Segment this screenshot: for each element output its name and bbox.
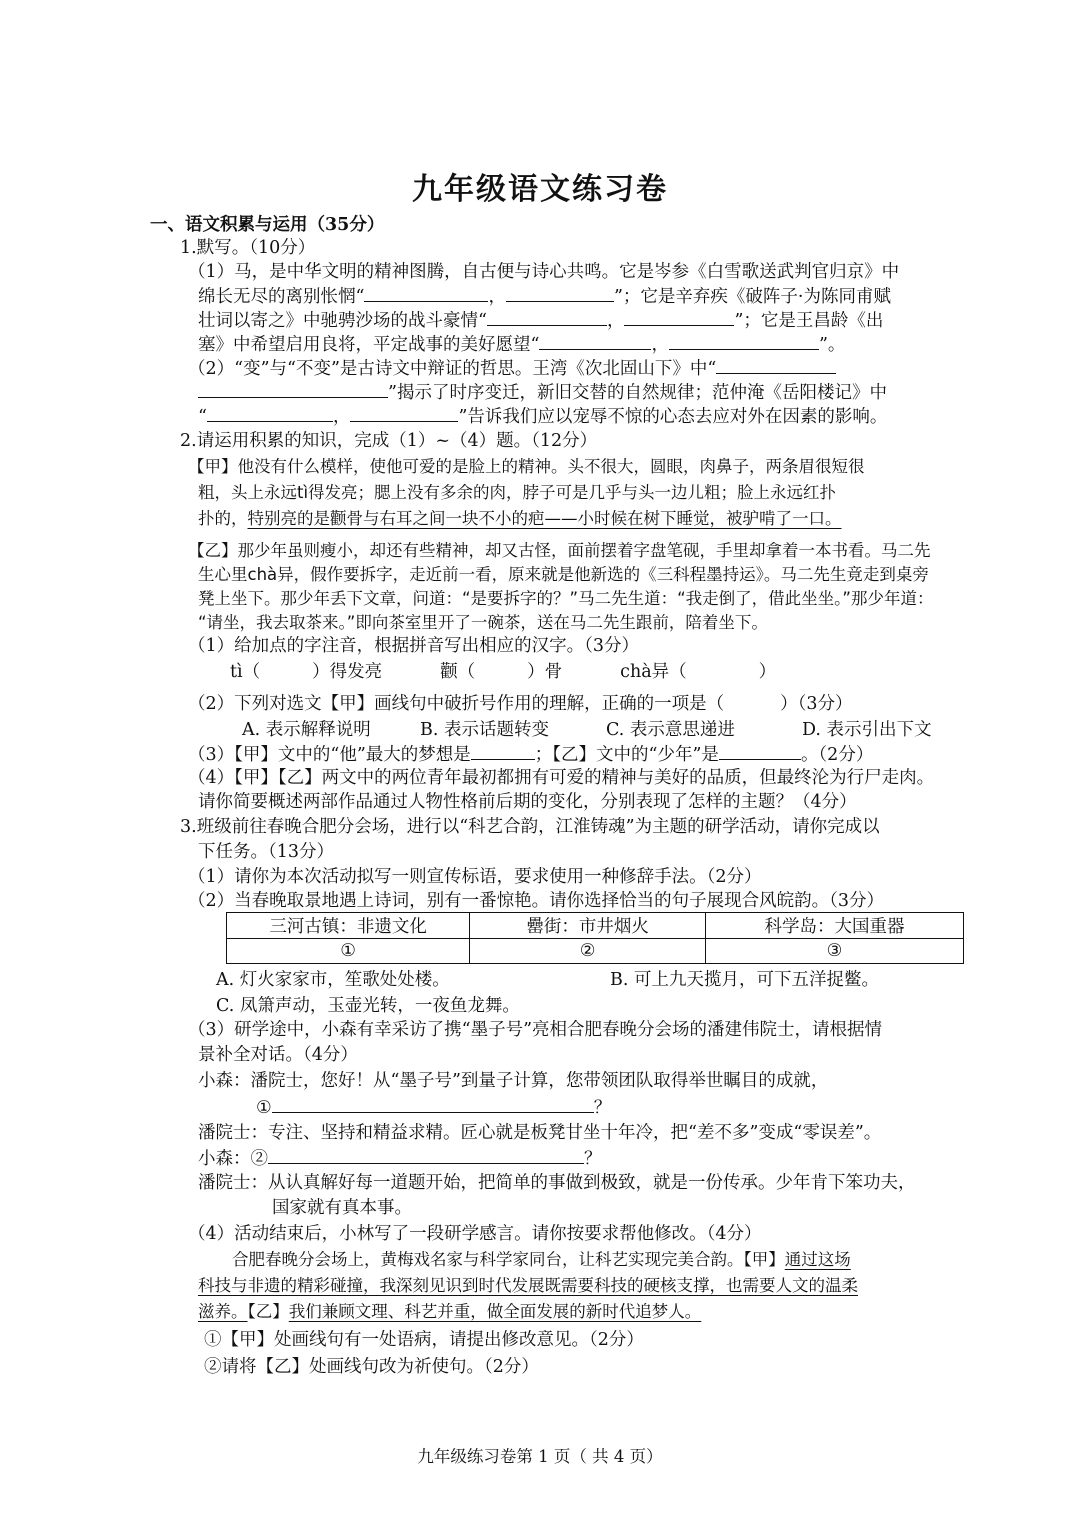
poem-option-b[interactable]: B. 可上九天揽月，可下五洋捉鳖。	[610, 970, 879, 990]
passage-yi-line-1: 【乙】那少年虽则瘦小，却还有些精神，却又古怪，面前摆着字盘笔砚，手里却拿着一本书看。马二先	[188, 541, 931, 560]
option-a[interactable]: A. 表示解释说明	[242, 720, 371, 740]
q1-line-2	[198, 283, 891, 310]
q2-sub-3-text-b: ；【乙】文中的“少年”是	[534, 745, 719, 765]
answer-blank[interactable]	[272, 1094, 594, 1113]
q1-line-2-text-a: 绵长无尽的离别怅惘“	[198, 287, 365, 307]
essay-line-3	[198, 1299, 701, 1325]
pinyin-item-1-end: ）得发亮	[312, 662, 383, 682]
underlined-sentence-yi: 我们兼顾文理、科艺并重，做全面发展的新时代追梦人。	[288, 1302, 702, 1321]
q3-sub-2: （2）当春晚取景地遇上诗词，别有一番惊艳。请你选择恰当的句子展现合风皖韵。（3分）	[188, 891, 885, 911]
q2-sub-4-line-1: （4）【甲】【乙】两文中的两位青年最初都拥有可爱的精神与美好的品质，但最终沦为行尸走肉。	[188, 768, 935, 788]
pinyin-item-3: chà异（	[620, 662, 687, 682]
q1-line-4-text-c: ”。	[818, 335, 846, 355]
answer-blank[interactable]	[350, 403, 458, 422]
q3-sub-1: （1）请你为本次活动拟写一则宣传标语，要求使用一种修辞手法。（2分）	[188, 867, 762, 887]
table-answer-cell[interactable]: ③	[706, 939, 964, 964]
q3-sub-3-line-2: 景补全对话。（4分）	[198, 1045, 358, 1065]
q1-line-3-sep: ，	[606, 311, 625, 331]
table-cell: 三河古镇：非遗文化	[227, 913, 470, 939]
q2-sub-2-end: ）（3分）	[780, 694, 853, 714]
q2-sub-1-items	[230, 659, 776, 685]
q1-line-1: （1）马，是中华文明的精神图腾，自古便与诗心共鸣。它是岑参《白雪歌送武判官归京》中	[188, 262, 900, 282]
dialog-blank-1	[256, 1094, 611, 1121]
q1-line-3	[198, 307, 883, 334]
underlined-sentence-jia: 特别亮的是颧骨与右耳之间一块不小的疤——小时候在树下睡觉，被驴啃了一口。	[247, 509, 842, 528]
passage-yi-line-3: 凳上坐下。那少年丢下文章，问道：“是要拆字的？”马二先生道：“我走倒了，借此坐坐。”那少年道：	[198, 589, 934, 608]
answer-blank[interactable]	[506, 283, 614, 302]
question-mark: ？	[584, 1149, 602, 1169]
passage-yi-line-4: “请坐，我去取茶来。”即向茶室里开了一碗茶，送在马二先生跟前，陪着坐下。	[198, 613, 768, 632]
q1-line-3-text-c: ”；它是王昌龄《出	[734, 311, 884, 331]
answer-blank[interactable]	[268, 1145, 584, 1164]
q1-line-4	[198, 331, 845, 358]
q2-sub-2-text: （2）下列对选文【甲】画线句中破折号作用的理解，正确的一项是（	[188, 694, 725, 714]
q2-sub-4-line-2: 请你简要概述两部作品通过人物性格前后期的变化，分别表现了怎样的主题？（4分）	[198, 792, 857, 812]
table-cell: 罍街：市井烟火	[470, 913, 706, 939]
q1-line-2-text-c: ”；它是辛弃疾《破阵子·为陈同甫赋	[613, 287, 891, 307]
passage-jia-line-2: 粗，头上永远tì得发亮；腮上没有多余的肉，脖子可是几乎与头一边儿粗；脸上永远红扑	[198, 483, 837, 502]
q1-line-4-text-a: 塞》中希望启用良将，平定战事的美好愿望“	[198, 335, 540, 355]
dialog-line-4: 国家就有真本事。	[272, 1198, 412, 1218]
q2-sub-3-text-a: （3）【甲】文中的“他”最大的梦想是	[188, 745, 471, 765]
option-c[interactable]: C. 表示意思递进	[606, 720, 735, 740]
q2-heading: 2.请运用积累的知识，完成（1）~（4）题。（12分）	[180, 431, 598, 451]
circled-number: ①	[256, 1098, 272, 1118]
char-item-2-end: ）骨	[527, 662, 563, 682]
q1-line-2-sep: ，	[488, 287, 506, 307]
passage-jia-line-1: 【甲】他没有什么模样，使他可爱的是脸上的精神。头不很大，圆眼，肉鼻子，两条眉很短很	[188, 457, 865, 476]
q2-sub-3-text-c: 。（2分）	[800, 745, 874, 765]
pinyin-item-1: tì（	[230, 662, 261, 682]
table-answer-cell[interactable]: ①	[227, 939, 470, 964]
answer-blank[interactable]	[471, 741, 535, 760]
page-title: 九年级语文练习卷	[412, 172, 668, 207]
passage-yi-line-2: 生心里chà异，假作要拆字，走近前一看，原来就是他新选的《三科程墨持运》。马二先生竟走到桌旁	[198, 565, 929, 584]
q2-sub-3	[188, 741, 873, 768]
answer-blank[interactable]	[207, 403, 333, 422]
answer-blank[interactable]	[624, 307, 734, 326]
table-cell: 科学岛：大国重器	[706, 913, 964, 939]
option-b[interactable]: B. 表示话题转变	[420, 720, 549, 740]
dialog-line-2: 潘院士：专注、坚持和精益求精。匠心就是板凳甘坐十年冷，把“差不多”变成“零误差”。	[198, 1123, 882, 1143]
answer-blank[interactable]	[719, 741, 801, 760]
location-table	[226, 912, 964, 964]
revision-task-2: ②请将【乙】处画线句改为祈使句。（2分）	[204, 1357, 539, 1377]
q3-heading-line-1: 3.班级前往春晚合肥分会场，进行以“科艺合韵，江淮铸魂”为主题的研学活动，请你完成以	[180, 817, 880, 837]
dialog-speaker: 小森：②	[198, 1149, 268, 1169]
q3-sub-4: （4）活动结束后，小林写了一段研学感言。请你按要求帮他修改。（4分）	[188, 1224, 762, 1244]
revision-task-1: ①【甲】处画线句有一处语病，请提出修改意见。（2分）	[204, 1330, 644, 1350]
dialog-line-3: 潘院士：从认真解好每一道题开始，把简单的事做到极致，就是一份传承。少年肯下笨功夫，	[198, 1173, 916, 1193]
answer-blank[interactable]	[198, 379, 388, 398]
q1-line-4-sep: ，	[651, 335, 669, 355]
poem-option-a[interactable]: A. 灯火家家市，笙歌处处楼。	[216, 970, 450, 990]
passage-jia-line-3	[198, 506, 842, 532]
answer-blank[interactable]	[364, 283, 488, 302]
dialog-line-1: 小森：潘院士，您好！从“墨子号”到量子计算，您带领团队取得举世瞩目的成就，	[198, 1071, 829, 1091]
q2-sub-2	[188, 691, 853, 717]
q1-line-7	[198, 403, 887, 430]
q3-heading-line-2: 下任务。（13分）	[198, 842, 335, 862]
q1-line-7-quote: “	[198, 407, 207, 427]
passage-jia-line-3-text: 扑的，	[198, 509, 248, 528]
underlined-sentence-jia: 通过这场	[784, 1250, 851, 1269]
q1-heading: 1.默写。（10分）	[180, 238, 316, 258]
q3-sub-3-line-1: （3）研学途中，小森有幸采访了携“墨子号”亮相合肥春晚分会场的潘建伟院士，请根据情	[188, 1020, 883, 1040]
answer-blank[interactable]	[539, 331, 651, 350]
answer-blank[interactable]	[669, 331, 819, 350]
section-heading: 一、语文积累与运用（35分）	[150, 215, 385, 235]
q1-line-6-text: ”揭示了时序变迁，新旧交替的自然规律；范仲淹《岳阳楼记》中	[388, 383, 887, 403]
marker-yi: 【乙】	[247, 1302, 289, 1321]
underlined-sentence-jia-end: 滋养。	[198, 1302, 248, 1321]
page-footer: 九年级练习卷第 1 页（ 共 4 页）	[417, 1447, 663, 1466]
table-header-row	[227, 913, 964, 939]
answer-blank[interactable]	[487, 307, 607, 326]
essay-line-1	[232, 1247, 851, 1273]
dialog-blank-2	[198, 1145, 602, 1172]
q1-line-6	[198, 379, 887, 406]
q1-line-3-text-a: 壮词以寄之》中驰骋沙场的战斗豪情“	[198, 311, 487, 331]
q1-line-7-text: ”告诉我们应以宠辱不惊的心态去应对外在因素的影响。	[458, 407, 888, 427]
question-mark: ？	[593, 1098, 612, 1118]
q2-sub-1: （1）给加点的字注音，根据拼音写出相应的汉字。（3分）	[188, 636, 640, 656]
table-answer-cell[interactable]: ②	[470, 939, 706, 964]
q1-line-5	[188, 355, 836, 382]
option-d[interactable]: D. 表示引出下文	[802, 720, 932, 740]
poem-option-c[interactable]: C. 凤箫声动，玉壶光转，一夜鱼龙舞。	[216, 996, 520, 1016]
q1-line-7-sep: ，	[332, 407, 351, 427]
char-item-2: 颧（	[440, 662, 476, 682]
essay-line-1-text: 合肥春晚分会场上，黄梅戏名家与科学家同台，让科艺实现完美合韵。【甲】	[232, 1250, 785, 1269]
pinyin-item-3-end: ）	[758, 662, 777, 682]
answer-blank[interactable]	[716, 355, 836, 374]
table-answer-row	[227, 939, 964, 964]
q1-line-5-text: （2）“变”与“不变”是古诗文中辩证的哲思。王湾《次北固山下》中“	[188, 359, 717, 379]
essay-line-2: 科技与非遗的精彩碰撞，我深刻见识到时代发展既需要科技的硬核支撑，也需要人文的温柔	[198, 1276, 858, 1295]
